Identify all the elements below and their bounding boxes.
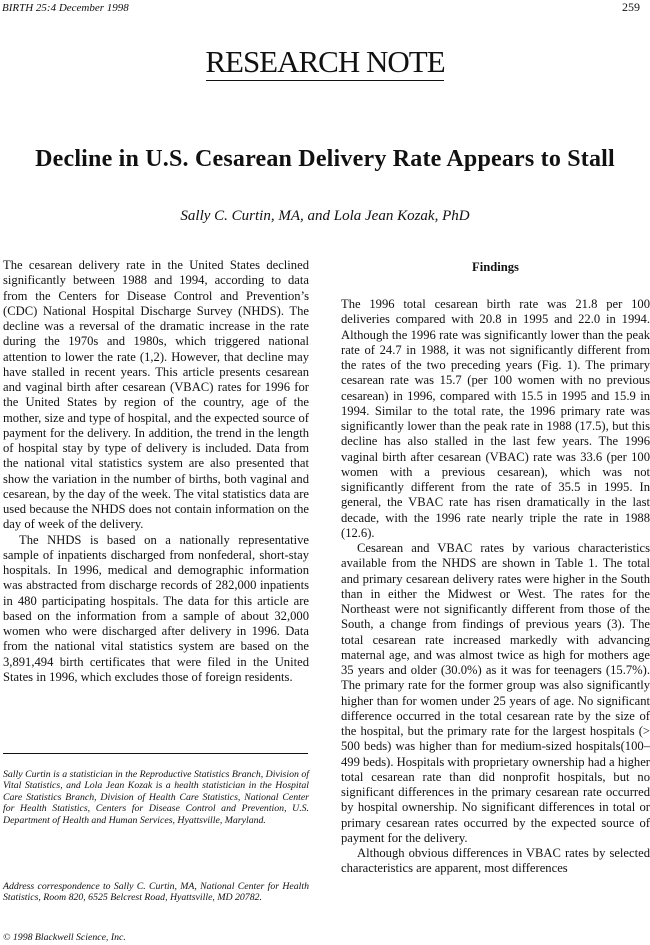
author-affiliation-note: Sally Curtin is a statistician in the Reproductive Statistics Branch, Division of Vital Statistics, and Lola Jean Kozak is a health statistician in the Hospital Care Statistics Branch, Division of Health Care Statistics, National Center for Health Statistics, Centers for Disease Control and Prevention, U.S. Department of Health and Human Services, Hyattsville, Maryland. (3, 769, 309, 826)
section-rule (206, 80, 444, 81)
intro-paragraph: The cesarean delivery rate in the United States declined significantly between 1988 and 1994, according to data from the Centers for Disease Control and Prevention’s (CDC) National Hospital Discharge Survey (NHDS). The decline was a reversal of the dramatic increase in the rate during the 1970s and 1980s, which triggered national attention to lower the rate (1,2). However, that decline may have stalled in recent years. This article presents cesarean and vaginal birth after cesarean (VBAC) rates for 1996 for the United States by region of the country, age of the mother, size and type of hospital, and the expected source of payment for the delivery. In addition, the trend in the length of hospital stay by type of delivery is included. Data from the national vital statistics system are also presented that show the variation in the number of births, both vaginal and cesarean, by the day of the week. The vital statistics data are used because the NHDS does not contain information on the day of week of the delivery. (3, 258, 309, 532)
right-column (341, 258, 650, 877)
page-number: 259 (622, 0, 640, 14)
findings-paragraph: The 1996 total cesarean birth rate was 21.8 per 100 deliveries compared with 20.8 in 1995 and 22.0 in 1994. Although the 1996 rate was significantly lower than the peak rate of 24.7 in 1988, it was not significantly different from the rates of the two preceding years (Fig. 1). The primary cesarean rate was 15.7 (per 100 women with no previous cesarean) in 1996, compared with 15.5 in 1995 and 15.9 in 1994. Similar to the total rate, the 1996 primary rate was significantly lower than the peak rate in 1988 (17.5), but this decline has also stalled in the last few years. The 1996 vaginal birth after cesarean (VBAC) rate was 33.6 (per 100 women with a previous cesarean), which was not significantly different from the rate of 35.5 in 1995. In general, the VBAC rate has risen dramatically in the last decade, with the 1996 rate nearly triple the rate in 1988 (12.6). (341, 297, 650, 540)
copyright-notice: © 1998 Blackwell Science, Inc. (3, 932, 126, 943)
left-column (3, 258, 309, 685)
footnote-rule (3, 753, 308, 754)
characteristics-paragraph: Cesarean and VBAC rates by various characteristics available from the NHDS are shown in Table 1. The total and primary cesarean delivery rates were higher in the South than in either the Midwest or West. The rates for the Northeast were not significantly different from those of the South, a change from findings of previous years (3). The total cesarean rate increased markedly with advancing maternal age, and was almost twice as high for mothers age 35 years and older (30.0%) as it was for teenagers (15.7%). The primary rate for the former group was also significantly higher than for women under 25 years of age. No significant difference occurred in the total cesarean rate by the size of the hospital, but the primary rate for the largest hospitals (> 500 beds) was higher than for medium-sized hospitals(100–499 beds). Hospitals with proprietary ownership had a higher total cesarean rate than did nonprofit hospitals, but no significant differences in the primary cesarean rate occurred by hospital ownership. No significant differences in total or primary cesarean rates occurred by the expected source of payment for the delivery. (341, 541, 650, 845)
article-title: Decline in U.S. Cesarean Delivery Rate Appears to Stall (35, 146, 615, 172)
correspondence-note: Address correspondence to Sally C. Curtin, MA, National Center for Health Statistics, Room 820, 6525 Belcrest Road, Hyattsville, MD 20782. (3, 881, 309, 904)
author-byline: Sally C. Curtin, MA, and Lola Jean Kozak, PhD (180, 208, 470, 224)
methods-paragraph: The NHDS is based on a nationally representative sample of inpatients discharged from nonfederal, short-stay hospitals. In 1996, medical and demographic information was abstracted from discharge records of 282,000 inpatients in 480 participating hospitals. The data for this article are based on the information from a sample of about 32,000 women who were discharged after delivery in 1996. Data from the national vital statistics system are based on the 3,891,494 birth certificates that were filed in the United States in 1996, which excludes those of foreign residents. (3, 532, 309, 684)
section-label: RESEARCH NOTE (205, 44, 445, 79)
findings-heading: Findings (472, 260, 519, 274)
running-head: BIRTH 25:4 December 1998 (2, 2, 129, 14)
vbac-paragraph: Although obvious differences in VBAC rates by selected characteristics are apparent, most differences (341, 846, 650, 876)
